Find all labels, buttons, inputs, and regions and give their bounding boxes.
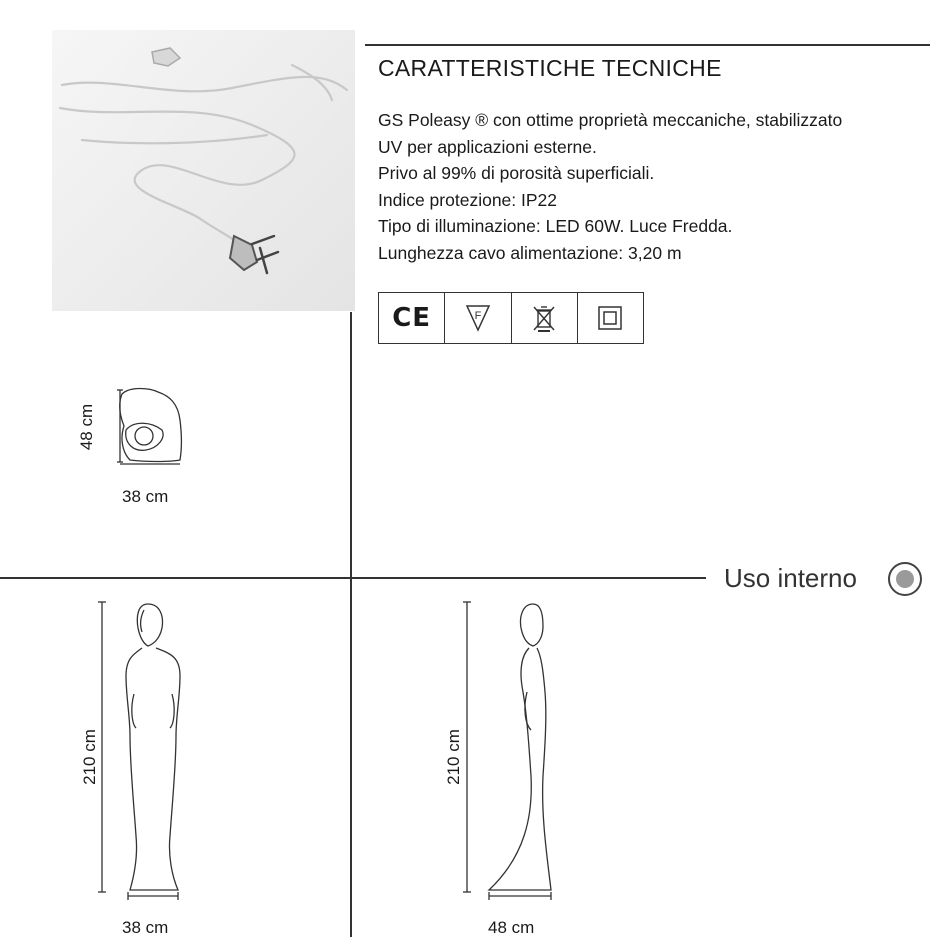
side-width-label: 48 cm [488, 918, 535, 937]
side-height-label: 210 cm [444, 729, 463, 785]
cert-cell-f [445, 293, 511, 343]
spec-line: Privo al 99% di porosità superficiali. [378, 163, 655, 183]
spec-line: UV per applicazioni esterne. [378, 136, 597, 157]
cert-cell-ce [379, 293, 445, 343]
usage-indicator-icon [888, 562, 922, 596]
cert-cell-double-insulation [578, 293, 643, 343]
cable-plug-illustration [52, 30, 355, 311]
front-height-label: 210 cm [80, 729, 99, 785]
weee-bin-icon [531, 303, 557, 333]
vertical-divider [350, 312, 352, 937]
spec-top-rule [365, 44, 930, 46]
ce-mark-icon: CE [392, 303, 432, 333]
front-figure-drawing [90, 596, 200, 916]
spec-list [378, 107, 842, 266]
front-width-label: 38 cm [122, 918, 169, 937]
certification-box [378, 292, 644, 344]
f-mark-icon [465, 303, 491, 333]
spec-line: Indice protezione: IP22 [378, 189, 558, 210]
horizontal-divider [0, 577, 706, 579]
product-photo [52, 30, 355, 311]
spec-line: Tipo di illuminazione: LED 60W. Luce Fredda. [378, 216, 733, 236]
double-insulation-icon [597, 305, 623, 331]
f-mark-letter: F [474, 310, 482, 322]
spec-line: GS Poleasy ® con ottime proprietà meccaniche, stabilizzato [378, 110, 843, 130]
head-height-label: 48 cm [77, 403, 96, 451]
head-width-label: 38 cm [122, 487, 169, 506]
side-figure-drawing [455, 596, 565, 916]
spec-line: Lunghezza cavo alimentazione: 3,20 m [378, 242, 682, 263]
head-outline-drawing [100, 382, 200, 482]
usage-label: Uso interno [724, 563, 857, 593]
cert-cell-weee [512, 293, 578, 343]
spec-title: CARATTERISTICHE TECNICHE [378, 55, 722, 81]
